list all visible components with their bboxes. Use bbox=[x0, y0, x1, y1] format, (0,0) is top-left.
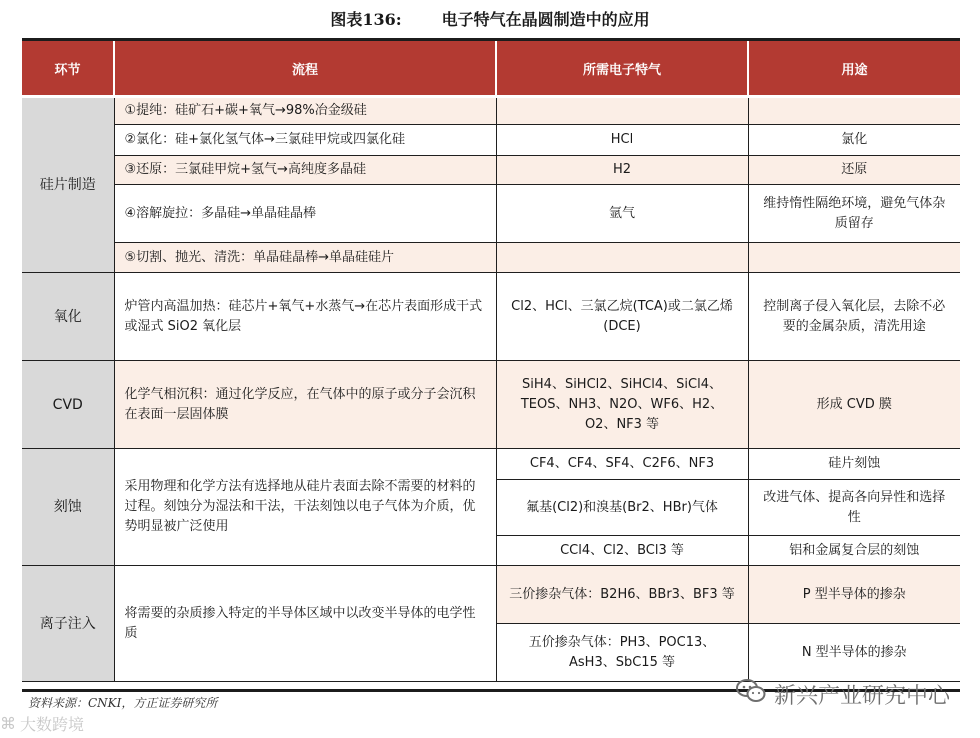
watermark-secondary-text: 大数跨境 bbox=[20, 715, 85, 734]
use-cell: 改进气体、提高各向异性和选择性 bbox=[748, 480, 960, 536]
figure-title bbox=[0, 0, 980, 36]
gas-cell: 氟基(Cl2)和溴基(Br2、HBr)气体 bbox=[496, 480, 748, 536]
gas-application-table bbox=[22, 41, 960, 682]
table-row bbox=[22, 449, 960, 480]
section-wafer: 硅片制造 bbox=[22, 97, 114, 273]
watermark bbox=[736, 678, 950, 710]
table-row bbox=[22, 243, 960, 273]
gas-cell: 氩气 bbox=[496, 185, 748, 243]
process-cell: ③还原：三氯硅甲烷+氢气→高纯度多晶硅 bbox=[114, 156, 496, 185]
process-cell: ①提纯：硅矿石+碳+氧气→98%冶金级硅 bbox=[114, 97, 496, 125]
gas-cell: HCl bbox=[496, 125, 748, 156]
section-cvd: CVD bbox=[22, 361, 114, 449]
use-cell: N 型半导体的掺杂 bbox=[748, 624, 960, 682]
use-cell bbox=[748, 243, 960, 273]
header-process: 流程 bbox=[114, 41, 496, 97]
gas-cell bbox=[496, 97, 748, 125]
gas-cell: CF4、CF4、SF4、C2F6、NF3 bbox=[496, 449, 748, 480]
use-cell: 控制离子侵入氧化层，去除不必要的金属杂质，清洗用途 bbox=[748, 273, 960, 361]
use-cell: P 型半导体的掺杂 bbox=[748, 566, 960, 624]
process-cell: 采用物理和化学方法有选择地从硅片表面去除不需要的材料的过程。刻蚀分为湿法和干法，干法刻蚀以电子气体为介质，优势明显被广泛使用 bbox=[114, 449, 496, 566]
figure-caption: 电子特气在晶圆制造中的应用 bbox=[441, 9, 650, 29]
gas-cell: H2 bbox=[496, 156, 748, 185]
use-cell: 还原 bbox=[748, 156, 960, 185]
use-cell: 铝和金属复合层的刻蚀 bbox=[748, 536, 960, 566]
use-cell: 维持惰性隔绝环境，避免气体杂质留存 bbox=[748, 185, 960, 243]
process-cell: 炉管内高温加热：硅芯片+氧气+水蒸气→在芯片表面形成干式或湿式 SiO2 氧化层 bbox=[114, 273, 496, 361]
header-row bbox=[22, 41, 960, 97]
header-use: 用途 bbox=[748, 41, 960, 97]
process-cell: ④溶解旋拉：多晶硅→单晶硅晶棒 bbox=[114, 185, 496, 243]
header-gas: 所需电子特气 bbox=[496, 41, 748, 97]
process-cell: ②氯化：硅+氯化氢气体→三氯硅甲烷或四氯化硅 bbox=[114, 125, 496, 156]
table-row bbox=[22, 125, 960, 156]
gas-cell: SiH4、SiHCl2、SiHCl4、SiCl4、TEOS、NH3、N2O、WF6、H2、O2、NF3 等 bbox=[496, 361, 748, 449]
source-note: 资料来源：CNKI，方正证券研究所 bbox=[28, 696, 218, 710]
table-frame bbox=[22, 38, 960, 692]
table-row bbox=[22, 566, 960, 624]
link-icon: ⌘ bbox=[0, 714, 16, 733]
header-stage: 环节 bbox=[22, 41, 114, 97]
section-oxidation: 氧化 bbox=[22, 273, 114, 361]
watermark-secondary bbox=[0, 712, 84, 735]
use-cell: 氯化 bbox=[748, 125, 960, 156]
section-ion-implant: 离子注入 bbox=[22, 566, 114, 682]
process-cell: ⑤切割、抛光、清洗：单晶硅晶棒→单晶硅硅片 bbox=[114, 243, 496, 273]
use-cell: 形成 CVD 膜 bbox=[748, 361, 960, 449]
gas-cell bbox=[496, 243, 748, 273]
gas-cell: Cl2、HCl、三氯乙烷(TCA)或二氯乙烯(DCE) bbox=[496, 273, 748, 361]
use-cell: 硅片刻蚀 bbox=[748, 449, 960, 480]
section-etching: 刻蚀 bbox=[22, 449, 114, 566]
watermark-text: 新兴产业研究中心 bbox=[773, 683, 950, 709]
table-row bbox=[22, 156, 960, 185]
table-row bbox=[22, 185, 960, 243]
figure-number: 图表136: bbox=[330, 9, 402, 29]
gas-cell: 三价掺杂气体：B2H6、BBr3、BF3 等 bbox=[496, 566, 748, 624]
process-cell: 化学气相沉积：通过化学反应，在气体中的原子或分子会沉积在表面一层固体膜 bbox=[114, 361, 496, 449]
use-cell bbox=[748, 97, 960, 125]
process-cell: 将需要的杂质掺入特定的半导体区域中以改变半导体的电学性质 bbox=[114, 566, 496, 682]
table-row bbox=[22, 97, 960, 125]
table-row bbox=[22, 361, 960, 449]
gas-cell: CCl4、Cl2、BCl3 等 bbox=[496, 536, 748, 566]
gas-cell: 五价掺杂气体：PH3、POC13、AsH3、SbC15 等 bbox=[496, 624, 748, 682]
table-row bbox=[22, 273, 960, 361]
wechat-icon bbox=[736, 678, 766, 710]
